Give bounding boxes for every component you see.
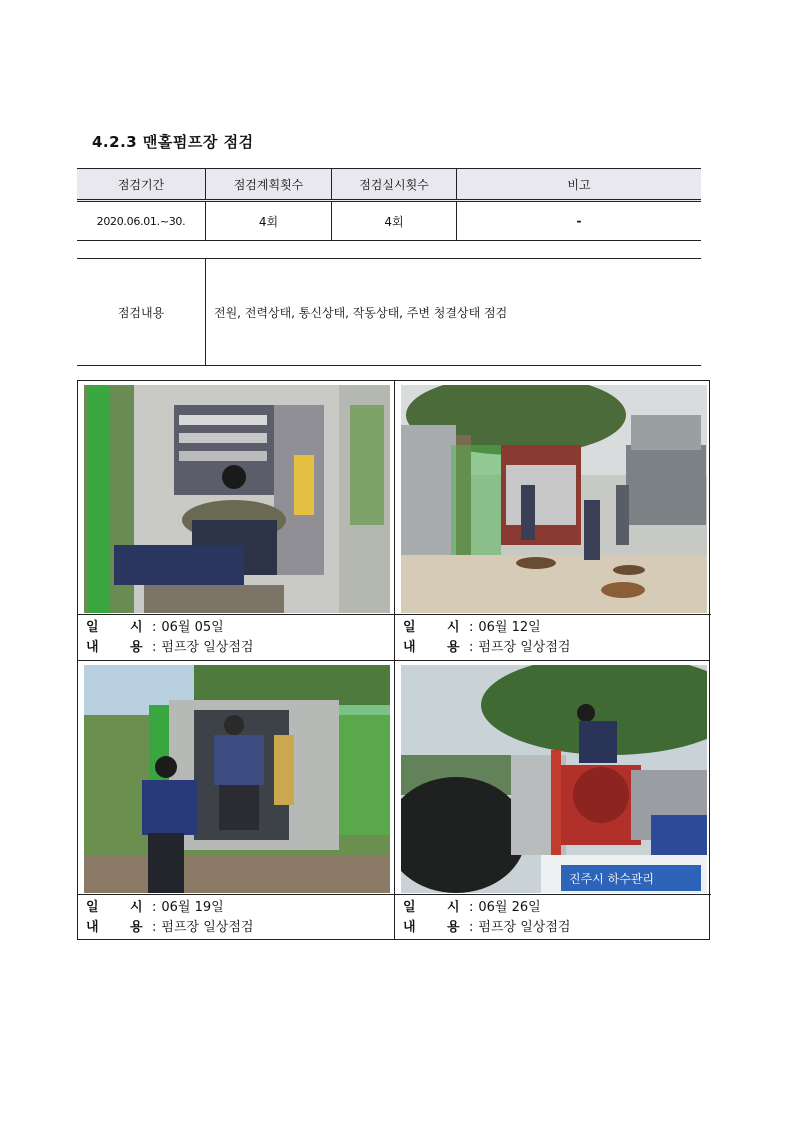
caption-content-row: 내 용 : 펌프장 일상점검: [86, 920, 254, 935]
photo-cell-2: [395, 381, 711, 660]
inspection-content-table: [77, 258, 701, 366]
caption-date: 06월 19일: [161, 900, 224, 915]
photo-control-panel-worker: [84, 385, 390, 613]
header-planned-count: 점검계획횟수: [206, 169, 332, 201]
cell-planned-count: 4회: [206, 201, 332, 241]
caption-date: 06월 05일: [161, 620, 224, 635]
caption-content: 펌프장 일상점검: [478, 640, 571, 655]
caption-content: 펌프장 일상점검: [161, 640, 254, 655]
caption-date: 06월 12일: [478, 620, 541, 635]
photo-cell-4: [395, 661, 711, 940]
cell-actual-count: 4회: [332, 201, 457, 241]
caption-content-row: 내 용 : 펌프장 일상점검: [403, 640, 571, 655]
truck-sign-text: 진주시 하수관리: [569, 872, 654, 886]
photo-cell-1: [78, 381, 394, 660]
cell-period: 2020.06.01.~30.: [77, 201, 206, 241]
photo-cell-3: [78, 661, 394, 940]
photo-caption: [395, 614, 711, 660]
caption-content-row: 내 용 : 펌프장 일상점검: [403, 920, 571, 935]
table-row: [77, 201, 701, 241]
table-header-row: [77, 169, 701, 201]
table-row: [77, 259, 701, 366]
content-text: 전원, 전력상태, 통신상태, 작동상태, 주변 청결상태 점검: [206, 259, 702, 366]
caption-content: 펌프장 일상점검: [161, 920, 254, 935]
photo-grid: [77, 380, 710, 940]
photo-caption: [78, 614, 394, 660]
photo-caption: [78, 894, 394, 940]
header-remarks: 비고: [457, 169, 702, 201]
content-label: 점검내용: [77, 259, 206, 366]
caption-content: 펌프장 일상점검: [478, 920, 571, 935]
caption-date-row: 일 시 : 06월 12일: [403, 620, 541, 635]
section-title: 4.2.3 맨홀펌프장 점검: [92, 133, 254, 151]
caption-date: 06월 26일: [478, 900, 541, 915]
header-actual-count: 점검실시횟수: [332, 169, 457, 201]
photo-cabinet-two-workers: [84, 665, 390, 893]
inspection-summary-table: [77, 168, 701, 241]
cell-remarks: -: [457, 201, 702, 241]
caption-date-row: 일 시 : 06월 05일: [86, 620, 224, 635]
caption-date-row: 일 시 : 06월 19일: [86, 900, 224, 915]
photo-truck-manhole: [401, 385, 707, 613]
caption-content-row: 내 용 : 펌프장 일상점검: [86, 640, 254, 655]
caption-date-row: 일 시 : 06월 26일: [403, 900, 541, 915]
photo-caption: [395, 894, 711, 940]
photo-truck-hose-reel: [401, 665, 707, 893]
header-period: 점검기간: [77, 169, 206, 201]
